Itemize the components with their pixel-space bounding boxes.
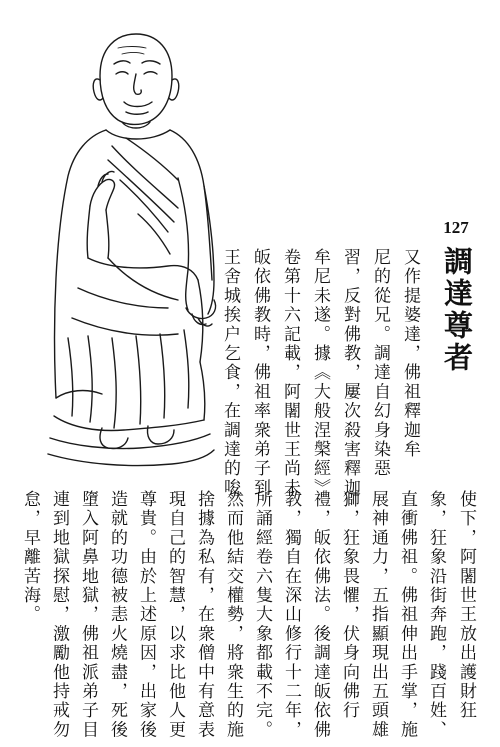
text-column: 教，獨自在深山修行十二年， <box>281 490 301 740</box>
entry-title: 調達尊者 <box>440 246 474 374</box>
seated-arhat-illustration <box>28 18 228 473</box>
text-column: 捨據為私有，在衆僧中有意表 <box>194 490 214 740</box>
text-column: 尊貴。由於上述原因，出家後 <box>136 490 156 740</box>
entry-number: 127 <box>443 218 469 237</box>
text-column: 直衝佛祖。佛祖伸出手掌，施 <box>397 490 417 740</box>
text-column: 又作提婆達，佛祖釋迦牟 <box>400 248 420 460</box>
text-column: 所誦經卷六隻大象都載不完。 <box>252 490 272 740</box>
text-column: 連到地獄探慰，激勵他持戒勿 <box>49 490 69 740</box>
text-column: 獅，狂象畏懼，伏身向佛行 <box>339 490 359 721</box>
text-column: 卷第十六記載，阿闍世王尚未 <box>280 248 300 498</box>
text-column: 王舍城挨户乞食，在調達的唆 <box>220 248 240 498</box>
text-column: 皈依佛教時，佛祖率衆弟子到 <box>250 248 270 498</box>
entry-header <box>436 218 476 388</box>
text-column: 造就的功德被恚火燒盡，死後 <box>107 490 127 740</box>
text-column: 象，狂象沿街奔跑，踐百姓、 <box>426 490 446 740</box>
text-column: 怠，早離苦海。 <box>20 490 40 625</box>
text-column: 展神通力，五指顯現出五頭雄 <box>368 490 388 740</box>
text-column: 牟尼未遂。據《大般涅槃經》 <box>310 248 330 498</box>
text-column: 然而他結交權勢，將衆生的施 <box>223 490 243 740</box>
text-column: 習，反對佛教，屢次殺害釋迦 <box>340 248 360 498</box>
text-column: 現自己的智慧，以求比他人更 <box>165 490 185 740</box>
text-column: 尼的從兄。調達自幻身染惡 <box>370 248 390 479</box>
text-column: 使下，阿闍世王放出護財狂 <box>456 490 476 721</box>
text-column: 墮入阿鼻地獄，佛祖派弟子目 <box>78 490 98 740</box>
text-column: 禮，皈依佛法。後調達皈依佛 <box>310 490 330 740</box>
